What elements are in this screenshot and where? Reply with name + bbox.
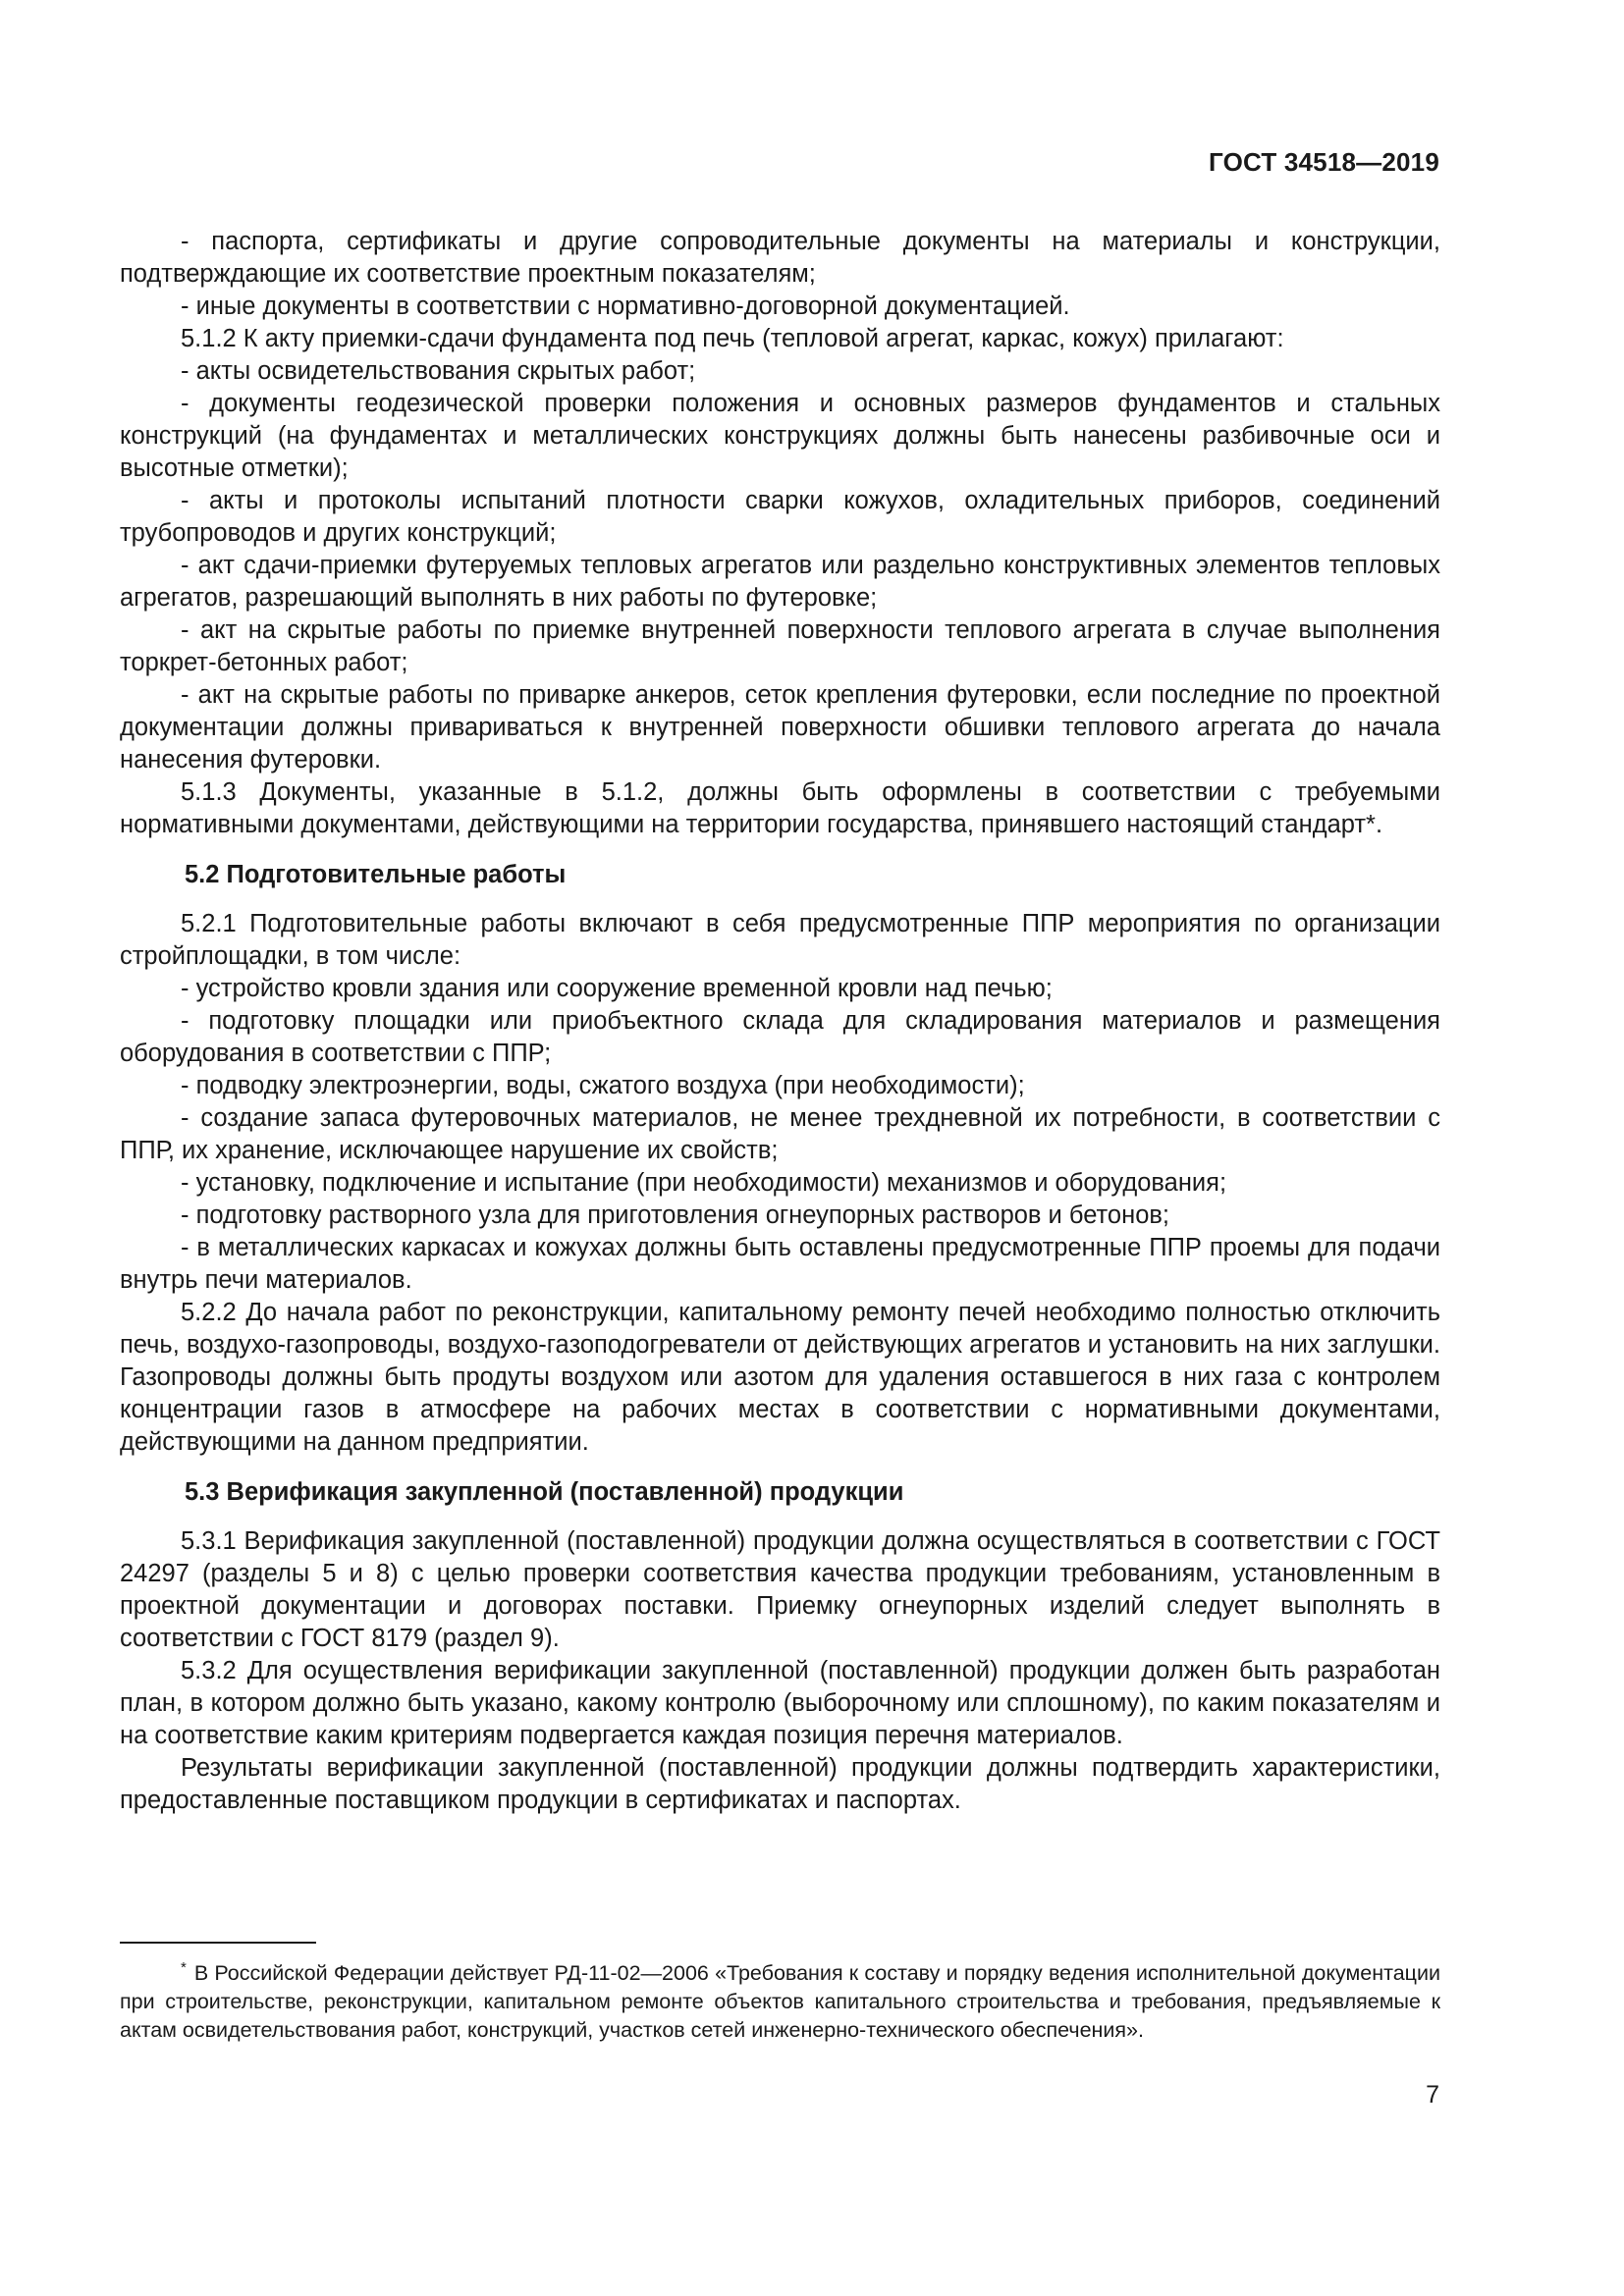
paragraph: - устройство кровли здания или сооружение временной кровли над печью; [181,975,1053,1002]
paragraph: - акт на скрытые работы по приемке внутренней поверхности теплового агрегата в случае выполнения торкрет-бетонных работ; [120,616,1440,676]
paragraph: - иные документы в соответствии с нормативно-договорной документацией. [181,293,1070,320]
paragraph: - в металлических каркасах и кожухах должны быть оставлены предусмотренные ППР проемы для подачи внутрь печи материалов. [120,1234,1440,1294]
footnote-body: В Российской Федерации действует РД-11-02—2006 «Требования к составу и порядку ведения исполнительной документации при строительстве, реконструкции, капитальном ремонте объектов капитального строительства и требования, предъявляемые к актам освидетельствования работ, конструкций, участков сетей инженерно-технического обеспечения». [120,1961,1440,2042]
paragraph: - акт на скрытые работы по приварке анкеров, сеток крепления футеровки, если последние по проектной документации должны привариваться к внутренней поверхности обшивки теплового агрегата до начала нанесения футеровки. [120,681,1440,774]
paragraph: - акты и протоколы испытаний плотности сварки кожухов, охладительных приборов, соединений трубопроводов и других конструкций; [120,487,1440,547]
paragraph: - акт сдачи-приемки футеруемых тепловых агрегатов или раздельно конструктивных элементов тепловых агрегатов, разрешающий выполнять в них работы по футеровке; [120,552,1440,612]
footnote [120,1959,1440,2045]
section-heading-5-2: 5.2 Подготовительные работы [185,861,567,888]
paragraph: - установку, подключение и испытание (при необходимости) механизмов и оборудования; [181,1169,1227,1197]
paragraph: - акты освидетельствования скрытых работ; [181,357,696,385]
paragraph: - подготовку площадки или приобъектного склада для складирования материалов и размещения оборудования в соответствии с ППР; [120,1007,1440,1067]
document-body [120,226,1440,1817]
paragraph: 5.1.3 Документы, указанные в 5.1.2, должны быть оформлены в соответствии с требуемыми нормативными документами, действующими на территории государства, принявшего настоящий стандарт*. [120,778,1440,838]
footnote-divider [120,1942,316,1944]
paragraph: Результаты верификации закупленной (поставленной) продукции должны подтвердить характеристики, предоставленные поставщиком продукции в сертификатах и паспортах. [120,1754,1440,1814]
paragraph: - паспорта, сертификаты и другие сопроводительные документы на материалы и конструкции, подтверждающие их соответствие проектным показателям; [120,228,1440,288]
page-number: 7 [1426,2081,1439,2109]
section-heading-5-3: 5.3 Верификация закупленной (поставленной) продукции [185,1478,904,1506]
paragraph: 5.2.2 До начала работ по реконструкции, капитальному ремонту печей необходимо полностью отключить печь, воздухо-газопроводы, воздухо-газоподогреватели от действующих агрегатов и установить на них заглушки. Газопроводы должны быть продуты воздухом или азотом для удаления оставшегося в них газа с контролем концентрации газов в атмосфере на рабочих местах в соответствии с нормативными документами, действующими на данном предприятии. [120,1299,1440,1456]
paragraph: - подготовку растворного узла для приготовления огнеупорных растворов и бетонов; [181,1201,1170,1229]
paragraph: - подводку электроэнергии, воды, сжатого воздуха (при необходимости); [181,1072,1025,1099]
paragraph: - документы геодезической проверки положения и основных размеров фундаментов и стальных конструкций (на фундаментах и металлических конструкциях должны быть нанесены разбивочные оси и высотные отметки); [120,390,1440,482]
document-header: ГОСТ 34518—2019 [1209,147,1439,177]
paragraph: 5.3.1 Верификация закупленной (поставленной) продукции должна осуществляться в соответствии с ГОСТ 24297 (разделы 5 и 8) с целью проверки соответствия качества продукции требованиям, установленным в проектной документации и договорах поставки. Приемку огнеупорных изделий следует выполнять в соответствии с ГОСТ 8179 (раздел 9). [120,1527,1440,1652]
paragraph: 5.3.2 Для осуществления верификации закупленной (поставленной) продукции должен быть разработан план, в котором должно быть указано, какому контролю (выборочному или сплошному), по каким показателям и на соответствие каким критериям подвергается каждая позиция перечня материалов. [120,1657,1440,1749]
footnote-marker: * [181,1958,187,1976]
paragraph: 5.1.2 К акту приемки-сдачи фундамента под печь (тепловой агрегат, каркас, кожух) прилагают: [181,325,1284,352]
paragraph: - создание запаса футеровочных материалов, не менее трехдневной их потребности, в соответствии с ППР, их хранение, исключающее нарушение их свойств; [120,1104,1440,1164]
paragraph: 5.2.1 Подготовительные работы включают в себя предусмотренные ППР мероприятия по организации стройплощадки, в том числе: [120,910,1440,970]
footnote-text [120,1959,1440,2045]
